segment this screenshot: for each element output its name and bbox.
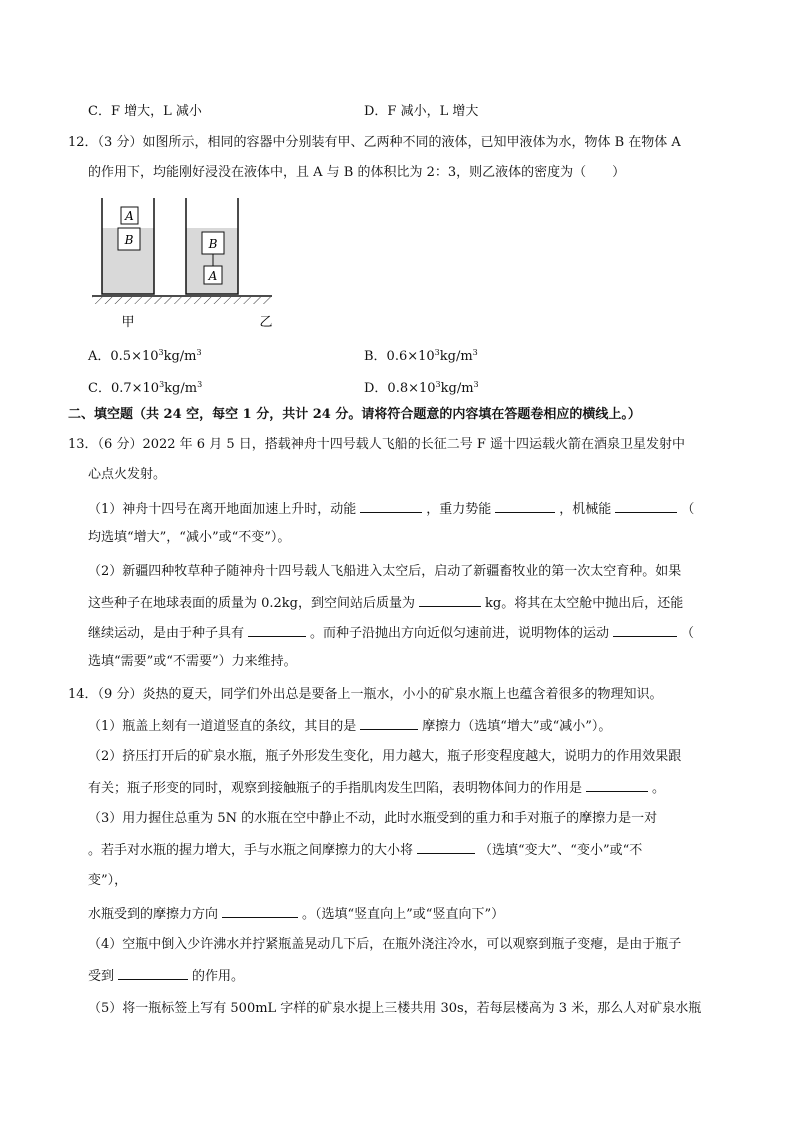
q11-option-d: D．F 减小，L 增大 — [364, 104, 479, 119]
ground-hatch — [92, 297, 272, 304]
q14-part4-line1: （4）空瓶中倒入少许沸水并拧紧瓶盖晃动几下后，在瓶外浇注冷水，可以观察到瓶子变瘪，是由于瓶子 — [88, 937, 682, 952]
q12-figure — [88, 192, 288, 332]
q14-part3-line1: （3）用力握住总重为 5N 的水瓶在空中静止不动，此时水瓶受到的重力和手对瓶子的摩擦力是一对 — [88, 811, 658, 826]
q13-stem-line1: 13．（6 分）2022 年 6 月 5 日，搭载神舟十四号载人飞船的长征二号 F 遥十四运载火箭在酒泉卫星发射中 — [68, 437, 686, 452]
section-2-title: 二、填空题（共 24 空，每空 1 分，共计 24 分。请将符合题意的内容填在答题卷相应的横线上。） — [68, 407, 641, 422]
answer-blank[interactable] — [222, 904, 298, 918]
label-a-jia: A — [125, 209, 134, 223]
q13-part2-line1: （2）新疆四种牧草种子随神舟十四号载人飞船进入太空后，启动了新疆畜牧业的第一次太空育种。如果 — [88, 564, 682, 579]
q14-part1: （1）瓶盖上刻有一道道竖直的条纹，其目的是 摩擦力（选填“增大”或“减小”）。 — [88, 716, 611, 736]
q14-stem: 14．（9 分）炎热的夏天，同学们外出总是要备上一瓶水，小小的矿泉水瓶上也蕴含着很多的物理知识。 — [68, 687, 663, 702]
answer-blank[interactable] — [419, 593, 481, 607]
q12-option-c: C．$0.7\times 10^3kg/m^3$ — [88, 380, 203, 396]
caption-yi: 乙 — [259, 315, 273, 330]
answer-blank[interactable] — [248, 623, 306, 637]
q14-part4-line2: 受到 的作用。 — [88, 966, 244, 986]
q13-stem-line2: 心点火发射。 — [88, 467, 167, 482]
q13-part2-line3: 继续运动，是由于种子具有 。而种子沿抛出方向近似匀速前进，说明物体的运动 （ — [88, 623, 694, 643]
answer-blank[interactable] — [417, 840, 475, 854]
q13-part2-line2: 这些种子在地球表面的质量为 0.2kg，到空间站后质量为 kg。将其在太空舱中抛出后，还能 — [88, 593, 683, 613]
q12-option-b: B．$0.6\times 10^3kg/m^3$ — [364, 348, 478, 364]
answer-blank[interactable] — [360, 499, 422, 513]
q14-part2-line1: （2）挤压打开后的矿泉水瓶，瓶子外形发生变化，用力越大，瓶子形变程度越大，说明力的作用效果跟 — [88, 749, 682, 764]
label-a-yi: A — [208, 269, 218, 283]
q11-option-c: C．F 增大，L 减小 — [88, 104, 202, 119]
q14-part3-line3: 变”）， — [88, 873, 128, 888]
caption-jia: 甲 — [121, 315, 135, 330]
q13-part1-line2: 均选填“增大”，“减小”或“不变”）。 — [88, 530, 291, 545]
answer-blank[interactable] — [586, 778, 648, 792]
container-yi — [186, 198, 238, 294]
answer-blank[interactable] — [615, 499, 677, 513]
q12-option-d: D．$0.8\times 10^3kg/m^3$ — [364, 380, 479, 396]
q14-part3-line4: 水瓶受到的摩擦力方向 。（选填“竖直向上”或“竖直向下”） — [88, 904, 504, 924]
q13-part2-line4: 选填“需要”或“不需要”）力来维持。 — [88, 654, 297, 669]
label-b-yi: B — [208, 237, 218, 251]
answer-blank[interactable] — [360, 716, 418, 730]
q14-part5-line1: （5）将一瓶标签上写有 500mL 字样的矿泉水提上三楼共用 30s，若每层楼高为 3 米，那么人对矿泉水瓶 — [88, 1001, 702, 1016]
label-b-jia: B — [124, 233, 134, 247]
q12-option-a: A．$0.5\times 10^3kg/m^3$ — [88, 348, 202, 364]
answer-blank[interactable] — [495, 499, 555, 513]
container-jia — [102, 198, 154, 294]
answer-blank[interactable] — [118, 966, 188, 980]
q13-part1-line1: （1）神舟十四号在离开地面加速上升时，动能 ，重力势能 ，机械能 （ — [88, 499, 694, 519]
q14-part3-line2: 。若手对水瓶的握力增大，手与水瓶之间摩擦力的大小将 （选填“变大”、“变小”或“不 — [88, 840, 642, 860]
q12-stem-line1: 12．（3 分）如图所示，相同的容器中分别装有甲、乙两种不同的液体，已知甲液体为水，物体 B 在物体 A — [68, 135, 681, 150]
q14-part2-line2: 有关；瓶子形变的同时，观察到接触瓶子的手指肌肉发生凹陷，表明物体间力的作用是 。 — [88, 778, 665, 798]
q12-stem-line2: 的作用下，均能刚好浸没在液体中，且 A 与 B 的体积比为 2：3，则乙液体的密度为（ ） — [88, 165, 626, 180]
answer-blank[interactable] — [613, 623, 677, 637]
